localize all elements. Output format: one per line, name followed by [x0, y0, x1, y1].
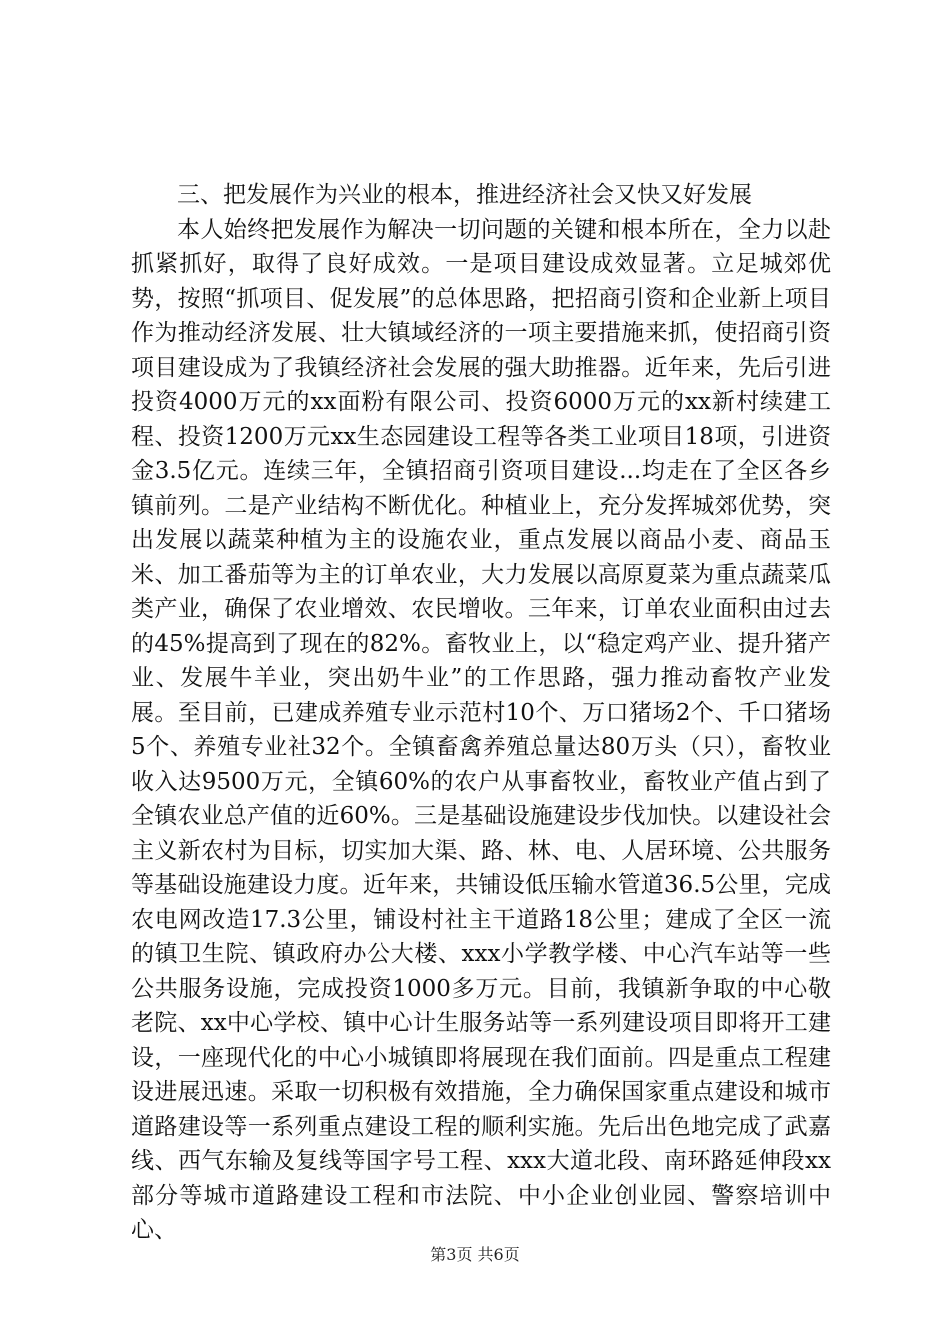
- body-paragraph: 本人始终把发展作为解决一切问题的关键和根本所在，全力以赴抓紧抓好，取得了良好成效。一是项目建设成效显著。立足城郊优势，按照“抓项目、促发展”的总体思路，把招商引资和企业新上项目作为推动经济发展、壮大镇域经济的一项主要措施来抓，使招商引资项目建设成为了我镇经济社会发展的强大助推器。近年来，先后引进投资4000万元的xx面粉有限公司、投资6000万元的xx新村续建工程、投资1200万元xx生态园建设工程等各类工业项目18项，引进资金3.5亿元。连续三年，全镇招商引资项目建设...均走在了全区各乡镇前列。二是产业结构不断优化。种植业上，充分发挥城郊优势，突出发展以蔬菜种植为主的设施农业，重点发展以商品小麦、商品玉米、加工番茄等为主的订单农业，大力发展以高原夏菜为重点蔬菜瓜类产业，确保了农业增效、农民增收。三年来，订单农业面积由过去的45%提高到了现在的82%。畜牧业上，以“稳定鸡产业、提升猪产业、发展牛羊业，突出奶牛业”的工作思路，强力推动畜牧产业发展。至目前，已建成养殖专业示范村10个、万口猪场2个、千口猪场5个、养殖专业社32个。全镇畜禽养殖总量达80万头（只），畜牧业收入达9500万元，全镇60%的农户从事畜牧业，畜牧业产值占到了全镇农业总产值的近60%。三是基础设施建设步伐加快。以建设社会主义新农村为目标，切实加大渠、路、林、电、人居环境、公共服务等基础设施建设力度。近年来，共铺设低压输水管道36.5公里，完成农电网改造17.3公里，铺设村社主干道路18公里；建成了全区一流的镇卫生院、镇政府办公大楼、xxx小学教学楼、中心汽车站等一些公共服务设施，完成投资1000多万元。目前，我镇新争取的中心敬老院、xx中心学校、镇中心计生服务站等一系列建设项目即将开工建设，一座现代化的中心小城镇即将展现在我们面前。四是重点工程建设进展迅速。采取一切积极有效措施，全力确保国家重点建设和城市道路建设等一系列重点建设工程的顺利实施。先后出色地完成了武嘉线、西气东输及复线等国字号工程、xxx大道北段、南环路延伸段xx部分等城市道路建设工程和市法院、中小企业创业园、警察培训中心、: [131, 216, 831, 1243]
- section-heading: 三、把发展作为兴业的根本，推进经济社会又快又好发展: [177, 182, 752, 208]
- document-body: [131, 178, 831, 1248]
- page-footer: 第3页 共6页: [430, 1245, 520, 1264]
